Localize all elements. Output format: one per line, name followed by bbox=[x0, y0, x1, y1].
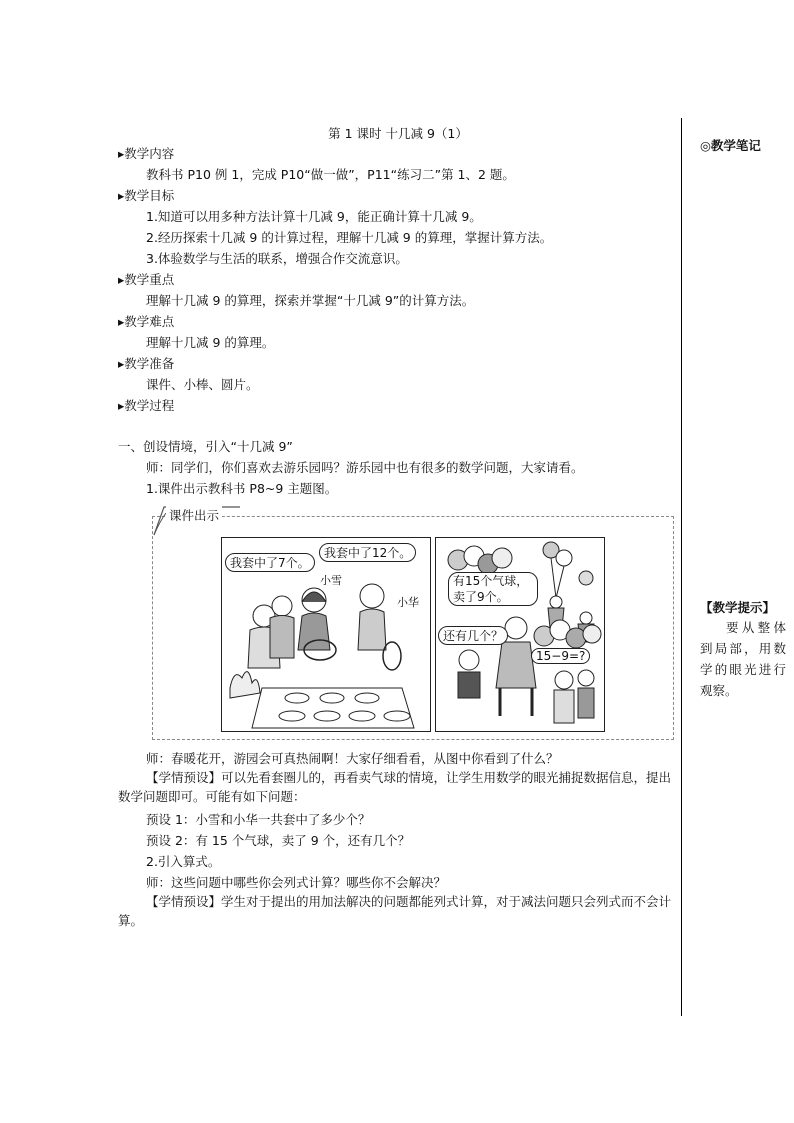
goal-2: 2.经历探索十几减 9 的计算过程，理解十几减 9 的算理，掌握计算方法。 bbox=[146, 230, 553, 245]
question-2: 预设 2：有 15 个气球，卖了 9 个，还有几个？ bbox=[146, 833, 411, 848]
frame-label: 课件出示 bbox=[166, 506, 222, 524]
label-xiaoxue: 小雪 bbox=[320, 574, 342, 587]
notes-title: ◎教学笔记 bbox=[700, 138, 761, 153]
heading-goals: ▸教学目标 bbox=[118, 188, 175, 203]
goal-1: 1.知道可以用多种方法计算十几减 9，能正确计算十几减 9。 bbox=[146, 209, 482, 224]
step-2: 2.引入算式。 bbox=[146, 854, 221, 869]
lesson-title: 第 1 课时 十几减 9（1） bbox=[328, 126, 468, 141]
teacher-line-1: 师：同学们，你们喜欢去游乐园吗？游乐园中也有很多的数学问题，大家请看。 bbox=[146, 460, 584, 475]
goal-3: 3.体验数学与生活的联系，增强合作交流意识。 bbox=[146, 251, 408, 266]
speech-bubble-4: 还有几个？ bbox=[438, 626, 508, 645]
heading-key: ▸教学重点 bbox=[118, 272, 175, 287]
speech-bubble-3: 有15个气球，卖了9个。 bbox=[448, 572, 538, 606]
label-xiaohua: 小华 bbox=[397, 596, 419, 609]
speech-bubble-2: 我套中了12个。 bbox=[319, 543, 416, 562]
tip-title: 【教学提示】 bbox=[700, 600, 776, 615]
step-1: 1.课件出示教科书 P8~9 主题图。 bbox=[146, 481, 338, 496]
tip-text: 要从整体到局部，用数学的眼光进行观察。 bbox=[700, 620, 786, 698]
prep-text: 课件、小棒、圆片。 bbox=[146, 377, 259, 392]
speech-bubble-1: 我套中了7个。 bbox=[225, 553, 315, 572]
heading-difficulty: ▸教学难点 bbox=[118, 314, 175, 329]
preset-paragraph-1: 【学情预设】可以先看套圈儿的，再看卖气球的情境，让学生用数学的眼光捕捉数据信息，提出数学问题即可。可能有如下问题： bbox=[118, 770, 672, 804]
teacher-line-3: 师：这些问题中哪些你会列式计算？哪些你不会解决？ bbox=[146, 875, 447, 890]
balloon-panel bbox=[435, 537, 605, 732]
heading-prep: ▸教学准备 bbox=[118, 356, 175, 371]
preset-paragraph-2: 【学情预设】学生对于提出的用加法解决的问题都能列式计算，对于减法问题只会列式而不会计算。 bbox=[118, 894, 672, 928]
heading-content: ▸教学内容 bbox=[118, 146, 175, 161]
ring-toss-panel bbox=[221, 537, 431, 732]
question-1: 预设 1：小雪和小华一共套中了多少个？ bbox=[146, 812, 371, 827]
heading-process: ▸教学过程 bbox=[118, 398, 175, 413]
speech-bubble-5: 15−9=? bbox=[531, 648, 590, 664]
margin-divider bbox=[681, 118, 682, 1016]
difficulty-text: 理解十几减 9 的算理。 bbox=[146, 335, 275, 350]
key-text: 理解十几减 9 的算理，探索并掌握“十几减 9”的计算方法。 bbox=[146, 293, 475, 308]
section-1-title: 一、创设情境，引入“十几减 9” bbox=[118, 439, 293, 454]
teacher-line-2: 师：春暖花开，游园会可真热闹啊！大家仔细看看，从图中你看到了什么？ bbox=[146, 751, 559, 766]
content-text: 教科书 P10 例 1，完成 P10“做一做”，P11“练习二”第 1、2 题。 bbox=[146, 167, 515, 182]
